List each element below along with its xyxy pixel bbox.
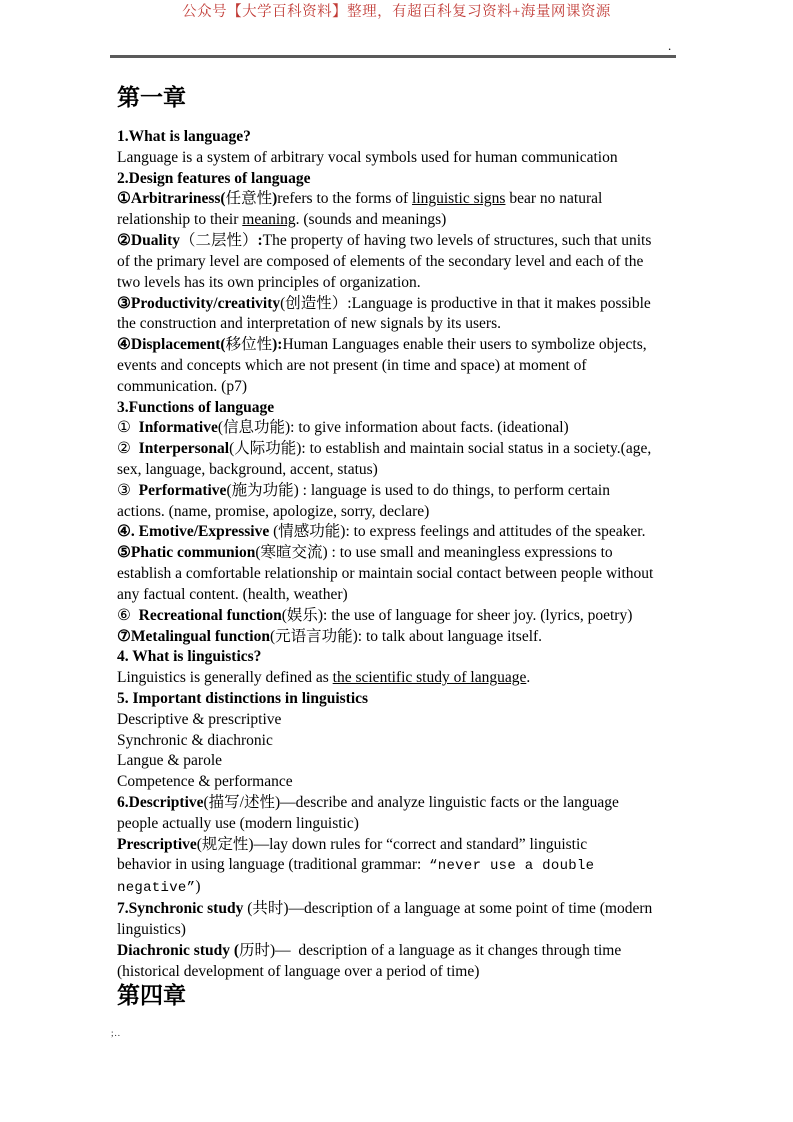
- rule-end-dot: .: [668, 38, 672, 53]
- text-segment: linguistic signs: [412, 190, 506, 208]
- text-line: [117, 920, 679, 941]
- text-line: [117, 502, 679, 523]
- text-line: [117, 481, 679, 502]
- text-line: [117, 941, 679, 962]
- text-segment: of the primary level are composed of elements of the secondary level and each of the: [117, 252, 644, 270]
- text-segment: meaning: [242, 211, 296, 229]
- text-line: [117, 627, 679, 648]
- text-segment: establish a comfortable relationship or maintain social contact between people without: [117, 565, 654, 583]
- text-line: [117, 127, 679, 148]
- text-segment: Performative: [138, 481, 227, 499]
- text-line: [117, 899, 679, 920]
- text-segment: 7.Synchronic study: [117, 900, 244, 918]
- text-line: [117, 585, 679, 606]
- text-segment: ②Duality: [117, 232, 180, 250]
- text-line: [117, 314, 679, 335]
- text-line: [117, 772, 679, 793]
- text-line: [117, 210, 679, 231]
- text-segment: 任意性: [225, 190, 273, 208]
- text-line: [117, 731, 679, 752]
- text-segment: Human Languages enable their users to symbolize objects,: [282, 336, 647, 354]
- page-header: 公众号【大学百科资料】整理，有超百科复习资料+海量网课资源: [182, 4, 611, 20]
- text-line: [117, 689, 679, 710]
- text-segment: ): [272, 190, 278, 208]
- text-segment: ③Productivity/creativity: [117, 294, 281, 312]
- text-segment: bear no natural: [505, 190, 603, 208]
- text-line: [117, 962, 679, 983]
- text-line: [117, 522, 679, 543]
- text-line: [117, 710, 679, 731]
- text-segment: Descriptive & prescriptive: [117, 710, 282, 728]
- text-segment: Language is a system of arbitrary vocal symbols used for human communication: [117, 148, 618, 166]
- text-segment: actions. (name, promise, apologize, sorry, declare): [117, 502, 430, 520]
- text-segment: 4. What is linguistics?: [117, 648, 262, 666]
- text-line: [117, 189, 679, 210]
- text-line: [117, 835, 679, 856]
- text-line: [117, 169, 679, 190]
- text-line: [117, 647, 679, 668]
- text-segment: people actually use (modern linguistic): [117, 814, 359, 832]
- text-segment: the scientific study of language: [332, 669, 527, 687]
- text-segment: ⑥: [117, 606, 139, 624]
- text-segment: (娱乐): the use of language for sheer joy. (lyrics, poetry): [281, 606, 633, 624]
- text-line: [117, 377, 679, 398]
- chapter-one-heading: 第一章: [117, 85, 186, 110]
- text-segment: 6.Descriptive: [117, 794, 204, 811]
- text-segment: “never use a double negative”: [117, 858, 604, 897]
- text-segment: ②: [117, 440, 139, 458]
- text-segment: Prescriptive: [117, 835, 197, 853]
- text-segment: sex, language, background, accent, status): [117, 461, 378, 478]
- body-lines: [117, 127, 679, 982]
- text-segment: 1.What is language?: [117, 128, 251, 145]
- text-line: [117, 294, 679, 315]
- text-segment: 3.Functions of language: [117, 398, 275, 416]
- text-segment: (寒暄交流) : to use small and meaningless expressions to: [255, 544, 613, 562]
- text-segment: . (sounds and meanings): [295, 211, 447, 229]
- text-segment: 2.Design features of language: [117, 169, 311, 187]
- text-line: [117, 335, 679, 356]
- text-line: [117, 460, 679, 481]
- text-line: [117, 252, 679, 273]
- text-segment: 历时)— description of a language as it changes through time: [239, 941, 622, 959]
- text-segment: ①Arbitrariness(: [117, 190, 226, 208]
- text-line: [117, 751, 679, 772]
- text-segment: ①: [117, 419, 139, 437]
- text-segment: (元语言功能): to talk about language itself.: [269, 627, 543, 645]
- text-line: [117, 273, 679, 294]
- text-segment: .: [526, 669, 531, 687]
- text-segment: Diachronic study (: [117, 941, 240, 959]
- text-segment: (情感功能): to express feelings and attitudes of the speaker.: [269, 523, 646, 541]
- text-segment: 移位性: [225, 336, 273, 354]
- text-segment: Linguistics is generally defined as: [117, 669, 333, 687]
- text-segment: ⑦Metalingual function: [117, 627, 270, 645]
- text-segment: (描写/述性)—describe and analyze linguistic facts or the language: [203, 794, 619, 811]
- text-line: [117, 855, 679, 899]
- chapter-four-heading: 第四章: [117, 983, 186, 1009]
- text-segment: （二层性）: [179, 232, 258, 250]
- text-line: [117, 543, 679, 564]
- text-segment: The property of having two levels of structures, such that units: [262, 232, 652, 250]
- text-segment: two levels has its own principles of organization.: [117, 273, 421, 291]
- text-segment: :: [257, 232, 263, 250]
- text-line: [117, 814, 679, 835]
- text-segment: (规定性)—lay down rules for “correct and standard” linguistic: [196, 835, 588, 853]
- text-line: [117, 231, 679, 252]
- text-line: [117, 439, 679, 460]
- text-segment: (创造性）:Language is productive in that it makes possible: [280, 294, 651, 312]
- text-segment: ④Displacement(: [117, 336, 226, 354]
- text-segment: Langue & parole: [117, 752, 223, 770]
- text-segment: any factual content. (health, weather): [117, 585, 348, 603]
- text-line: [117, 606, 679, 627]
- document-body: [117, 84, 679, 1009]
- text-segment: (historical development of language over a period of time): [117, 962, 480, 980]
- text-segment: ③: [117, 481, 139, 499]
- footnote-mark: ;..: [111, 1028, 122, 1038]
- text-segment: events and concepts which are not present (in time and space) at moment of: [117, 356, 587, 374]
- text-segment: ): [195, 878, 201, 896]
- text-line: [117, 793, 679, 814]
- text-segment: Recreational function: [138, 606, 282, 624]
- text-line: [117, 668, 679, 689]
- text-line: [117, 398, 679, 419]
- text-line: [117, 356, 679, 377]
- horizontal-rule: [110, 55, 676, 58]
- text-segment: the construction and interpretation of new signals by its users.: [117, 315, 501, 333]
- text-segment: behavior in using language (traditional grammar:: [117, 856, 430, 874]
- text-line: [117, 418, 679, 439]
- text-segment: ④. Emotive/Expressive: [117, 523, 270, 541]
- text-segment: (人际功能): to establish and maintain social status in a society.(age,: [229, 440, 652, 458]
- text-segment: (施为功能) : language is used to do things, to perform certain: [226, 481, 610, 499]
- text-segment: ⑤Phatic communion: [117, 544, 256, 562]
- text-segment: Informative: [138, 419, 218, 437]
- text-segment: (共时)—description of a language at some point of time (modern: [243, 900, 653, 918]
- text-segment: linguistics): [117, 920, 186, 938]
- text-line: [117, 148, 679, 169]
- text-line: [117, 564, 679, 585]
- text-segment: ):: [272, 336, 283, 354]
- text-segment: relationship to their: [117, 211, 243, 229]
- text-segment: Interpersonal: [138, 440, 230, 458]
- text-segment: Synchronic & diachronic: [117, 731, 273, 749]
- text-segment: communication. (p7): [117, 377, 247, 395]
- text-segment: refers to the forms of: [277, 190, 413, 208]
- text-segment: (信息功能): to give information about facts. (ideational): [217, 419, 569, 437]
- text-segment: 5. Important distinctions in linguistics: [117, 689, 369, 707]
- text-segment: Competence & performance: [117, 773, 293, 791]
